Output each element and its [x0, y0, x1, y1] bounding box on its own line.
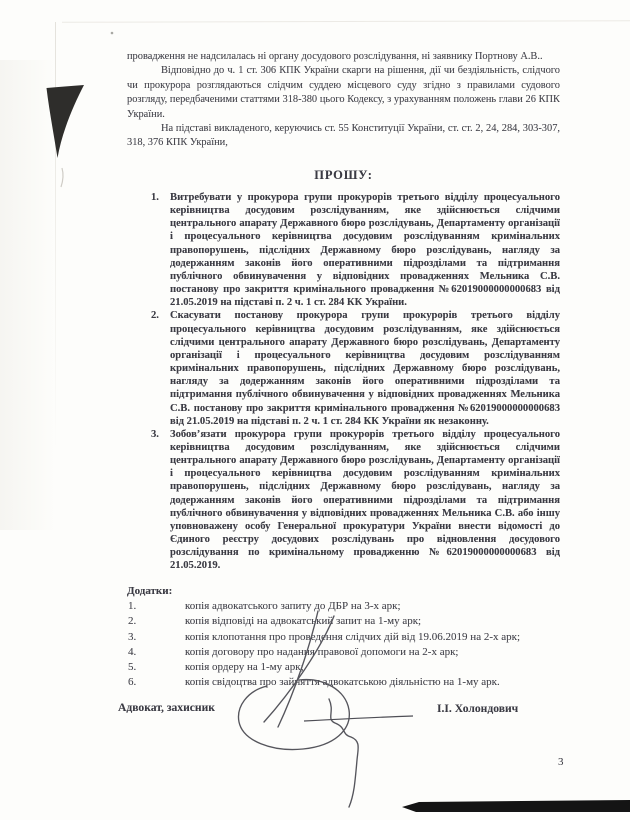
- attachment-item: [127, 630, 569, 645]
- scan-edge-mark: [61, 168, 63, 187]
- page-left-edge: [55, 22, 56, 452]
- request-item: [150, 309, 560, 427]
- request-item-number: 1.: [151, 192, 159, 203]
- request-item-number: 2.: [151, 310, 159, 322]
- scan-bottom-bar: [402, 800, 630, 812]
- attachment-item: [127, 614, 569, 629]
- intro-paragraph-1: провадження не надсилалась ні органу досудового розслідування, ні заявнику Портнову А.В..: [127, 51, 543, 62]
- signature-name-label: І.І. Холондович: [437, 702, 519, 715]
- signature-role-label: Адвокат, захисник: [118, 701, 215, 714]
- request-list: [150, 191, 560, 573]
- intro-paragraphs: [127, 50, 560, 151]
- signature-baseline: [304, 716, 413, 721]
- request-item-text: Витребувати у прокурора групи прокурорів третього відділу процесуального керівництва досудовим розслідуванням, яке здійснюється слідчими центрального апарату Державного бюро розслідувань, Департаменту організації і процесуального керівництва досудовим розслідуванням кримінальних правопорушень, підслідних Державному бюро розслідувань, нагляду за додержанням законів його оперативними підрозділами та підтримання публічного обвинувачення у відповідних провадженнях Мельника С.В. постанову про закриття кримінального провадження №62019000000000683 від 21.05.2019 на підставі п. 2 ч. 1 ст. 284 КК України.: [170, 192, 560, 309]
- intro-paragraph-3: На підставі викладеного, керуючись ст. 55 Конституції України, ст. ст. 2, 24, 284, 303-307, 318, 376 КПК України,: [127, 123, 560, 149]
- attachment-text: копія договору про надання правової допомоги на 2-х арк;: [185, 645, 459, 658]
- attachment-item: [127, 645, 569, 660]
- attachment-number: 3.: [128, 630, 137, 643]
- request-item: [150, 428, 560, 573]
- request-item: [150, 191, 560, 309]
- scanner-margin-shade: [0, 60, 55, 530]
- attachment-number: 5.: [128, 661, 137, 674]
- attachment-number: 6.: [128, 676, 137, 689]
- request-item-text: Скасувати постанову прокурора групи прокурорів третього відділу процесуального керівництва досудовим розслідуванням, яке здійснюється слідчими центрального апарату Державного бюро розслідувань, Департаменту організації і процесуального керівництва досудовим розслідуванням кримінальних правопорушень, підслідних Державному бюро розслідувань, нагляду за додержанням законів його оперативними підрозділами та підтримання публічного обвинувачення у відповідних провадженнях Мельника С.В. постанову про закриття кримінального провадження №62019000000000683 від 21.05.2019 на підставі п. 2 ч. 1 ст. 284 КК України як незаконну.: [170, 310, 560, 427]
- attachment-item: [127, 599, 569, 614]
- attachment-text: копія відповіді на адвокатський запит на 1-му арк;: [185, 615, 422, 628]
- page-top-edge: [62, 20, 630, 22]
- attachment-text: копія ордеру на 1-му арк;: [185, 661, 304, 674]
- attachments-section: [127, 584, 569, 690]
- attachment-text: копія клопотання про проведення слідчих дій від 19.06.2019 на 2-х арк;: [185, 630, 521, 643]
- attachment-text: копія свідоцтва про зайняття адвокатською діяльністю на 1-му арк.: [185, 676, 500, 689]
- request-item-number: 3.: [151, 428, 159, 440]
- attachment-number: 4.: [128, 645, 137, 658]
- attachment-number: 1.: [128, 600, 137, 613]
- attachment-number: 2.: [128, 615, 137, 628]
- page-number: 3: [558, 756, 564, 768]
- attachments-title: Додатки:: [127, 585, 173, 597]
- attachment-item: [127, 660, 569, 675]
- request-heading: ПРОШУ:: [314, 168, 373, 182]
- request-item-text: Зобов’язати прокурора групи прокурорів третього відділу процесуального керівництва досудовим розслідуванням, яке здійснюється слідчими центрального апарату Державного бюро розслідувань, Департаменту організації і процесуального керівництва досудовим розслідуванням кримінальних правопорушень, підслідних Державному бюро розслідувань, нагляду за додержанням законів його оперативними підрозділами та підтримання публічного обвинувачення у відповідних провадженнях Мельника С.В. або іншу уповноважену особу Генеральної прокуратури України внести відомості до Єдиного реєстру досудових розслідувань про відновлення досудового розслідування по кримінальному провадженню №62019000000000683 від 21.05.2019.: [170, 428, 560, 572]
- intro-paragraph-2: Відповідно до ч. 1 ст. 306 КПК України скарги на рішення, дії чи бездіяльність, слідчого чи прокурора розглядаються слідчим суддею місцевого суду згідно з правилами судового розгляду, передбаченими статтями 318-380 цього Кодексу, з урахуванням положень глави 26 КПК України.: [127, 65, 560, 120]
- scan-speck: [111, 32, 114, 35]
- attachment-text: копія адвокатського запиту до ДБР на 3-х арк;: [185, 600, 401, 613]
- attachment-item: [127, 675, 569, 690]
